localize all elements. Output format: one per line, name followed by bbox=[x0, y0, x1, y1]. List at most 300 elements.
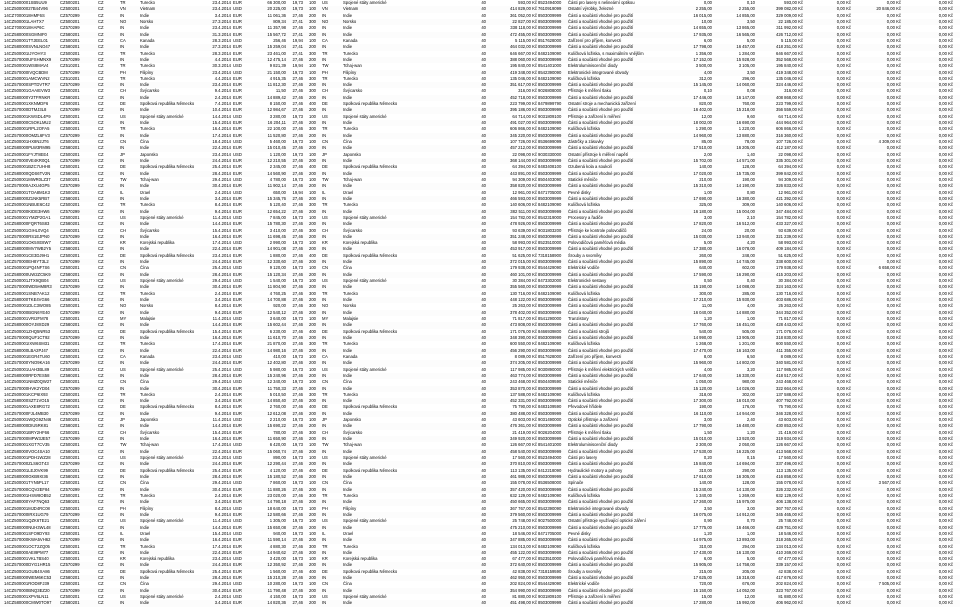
table-cell: Indie bbox=[140, 94, 150, 100]
table-cell: 200 bbox=[309, 347, 316, 353]
table-cell: CN bbox=[322, 379, 329, 385]
table-cell: 100 bbox=[309, 442, 316, 448]
table-cell: 24,00 bbox=[701, 227, 712, 233]
table-cell: 0,00 Kč bbox=[836, 12, 851, 18]
table-cell: 14CZ500001WQG9ZN46 bbox=[4, 417, 52, 423]
table-cell: 11.4.2014 bbox=[212, 518, 231, 524]
table-cell: Švýcarsko bbox=[140, 88, 160, 94]
table-cell: 200 bbox=[309, 511, 316, 517]
table-cell: 40 bbox=[481, 505, 486, 511]
table-cell: 200 bbox=[309, 372, 316, 378]
table-cell: IN bbox=[120, 94, 125, 100]
table-cell: Indie bbox=[140, 309, 150, 315]
table-cell: 11 061,36 bbox=[267, 12, 286, 18]
table-cell: 8523510000 bbox=[538, 240, 562, 246]
table-cell: 40 bbox=[481, 594, 486, 600]
table-cell: 416 858,00 Kč bbox=[775, 474, 803, 479]
table-cell: Kuličková ložiska bbox=[568, 341, 600, 347]
table-cell: CZ570299 bbox=[60, 309, 80, 315]
table-cell: Turecko bbox=[140, 75, 155, 81]
table-cell: 40 bbox=[481, 132, 486, 138]
table-cell: IN bbox=[322, 537, 327, 543]
table-cell: Norsko bbox=[140, 18, 154, 24]
table-cell: 443 891,00 Kč bbox=[509, 170, 537, 176]
table-cell: 475 210,00 Kč bbox=[509, 524, 537, 530]
table-cell: 16 075,00 bbox=[693, 511, 712, 517]
table-cell: 0,00 Kč bbox=[938, 176, 953, 182]
table-cell: Spojené státy americké bbox=[343, 278, 387, 284]
table-cell: 3 420,00 bbox=[269, 556, 286, 562]
table-cell: Indie bbox=[140, 271, 150, 277]
table-cell: 66 300,00 bbox=[267, 0, 286, 5]
table-cell: Indie bbox=[140, 398, 150, 404]
table-cell: 2 990,00 bbox=[269, 240, 286, 246]
table-cell: 294,00 bbox=[742, 543, 755, 549]
table-cell: KR bbox=[322, 556, 328, 562]
table-cell: 10 280,00 bbox=[267, 581, 286, 587]
table-cell: Turecko bbox=[140, 63, 155, 69]
table-cell: 16 040,00 bbox=[693, 309, 712, 315]
table-cell: 8 150,00 bbox=[269, 101, 286, 107]
table-cell: 12,00 bbox=[701, 113, 712, 119]
table-cell: 200 bbox=[309, 575, 316, 581]
table-cell: 30.4.2014 bbox=[212, 385, 231, 391]
table-cell: 24.4.2014 bbox=[212, 461, 231, 467]
table-cell: Korejská republika bbox=[140, 556, 175, 562]
table-cell: 1 540,00 bbox=[269, 278, 286, 284]
table-cell: 14 130,00 bbox=[736, 486, 755, 492]
table-cell: USD bbox=[233, 366, 242, 372]
table-cell: IN bbox=[120, 423, 125, 429]
table-cell: 100 bbox=[309, 214, 316, 220]
table-cell: 27,46 bbox=[292, 537, 303, 543]
table-cell: 410,00 bbox=[273, 353, 286, 359]
table-cell: 200 bbox=[309, 271, 316, 277]
table-cell: 8503009999 bbox=[538, 44, 562, 50]
table-cell: 11 812,30 bbox=[267, 82, 286, 88]
table-cell: 16 690,00 bbox=[736, 120, 755, 126]
table-cell: CZ bbox=[98, 44, 104, 50]
table-cell: IN bbox=[322, 511, 327, 517]
table-cell: Indie bbox=[343, 145, 353, 151]
table-cell: 12 961,00 Kč bbox=[512, 189, 537, 195]
table-cell: 43 603,00 Kč bbox=[778, 417, 803, 423]
table-cell: 351 617,00 Kč bbox=[509, 82, 537, 88]
table-cell: 0,00 Kč bbox=[836, 429, 851, 435]
table-cell: 0,00 Kč bbox=[836, 297, 851, 303]
table-cell: 0,00 Kč bbox=[886, 423, 901, 429]
table-cell: 1 050,00 bbox=[695, 379, 712, 385]
table-cell: 27,46 bbox=[292, 75, 303, 81]
table-cell: 0,20 bbox=[703, 455, 712, 461]
table-cell: 19,73 bbox=[292, 278, 303, 284]
table-cell: 403 686,00 Kč bbox=[775, 297, 803, 303]
table-cell: CZ bbox=[98, 594, 104, 600]
table-cell: 17 625,00 bbox=[693, 575, 712, 581]
table-cell: 8503009999 bbox=[538, 372, 562, 378]
table-cell: IN bbox=[120, 158, 125, 163]
table-cell: CZ bbox=[98, 25, 104, 31]
table-cell: CN bbox=[322, 581, 329, 587]
table-cell: 14CZ570000SPTDVTR7 bbox=[4, 82, 51, 88]
table-cell: IL bbox=[120, 189, 124, 195]
table-cell: EUR bbox=[233, 511, 242, 517]
table-cell: 452 718,00 Kč bbox=[509, 94, 537, 100]
table-cell: 418 251,00 Kč bbox=[775, 44, 803, 50]
table-cell: Japonsko bbox=[343, 417, 361, 423]
table-cell: 100 bbox=[309, 581, 316, 587]
table-cell: 14 940,62 bbox=[267, 549, 286, 555]
table-cell: 27,46 bbox=[292, 360, 303, 366]
table-cell: 0,00 Kč bbox=[886, 126, 901, 132]
table-cell: 16.4.2014 bbox=[212, 334, 231, 340]
table-cell: NO bbox=[120, 18, 127, 24]
table-cell: 40 bbox=[481, 139, 486, 145]
table-cell: CZ500201 bbox=[60, 353, 80, 359]
table-cell: CZ500201 bbox=[60, 50, 80, 56]
table-cell: 14 980,16 bbox=[267, 347, 286, 353]
table-cell: Optické přístroje a zařízení bbox=[568, 417, 619, 423]
table-cell: TW bbox=[120, 176, 127, 182]
table-cell: CZ bbox=[98, 524, 104, 530]
table-cell: US bbox=[322, 518, 328, 524]
table-cell: DE bbox=[120, 328, 126, 334]
table-cell: CZ bbox=[98, 145, 104, 151]
table-cell: 0,00 Kč bbox=[886, 50, 901, 56]
table-cell: IN bbox=[322, 56, 327, 62]
table-cell: Indie bbox=[343, 372, 353, 378]
table-cell: CZ500201 bbox=[60, 139, 80, 145]
table-cell: 27.3.2014 bbox=[212, 18, 231, 24]
table-cell: IN bbox=[322, 461, 327, 467]
table-cell: CZ bbox=[98, 176, 104, 182]
table-cell: 17.4.2014 bbox=[212, 341, 231, 347]
table-cell: TR bbox=[120, 543, 126, 549]
table-cell: 12 402,80 bbox=[267, 360, 286, 366]
table-cell: EUR bbox=[233, 568, 242, 574]
table-cell: 419 348,00 Kč bbox=[775, 69, 803, 75]
table-cell: CZ500201 bbox=[60, 18, 80, 24]
table-cell: DE bbox=[322, 252, 328, 258]
table-cell: 5 980,00 bbox=[269, 366, 286, 372]
table-cell: 85,00 bbox=[701, 139, 712, 145]
table-cell: 16 147,00 bbox=[736, 94, 755, 100]
table-cell: Filipíny bbox=[343, 505, 357, 511]
table-cell: Části a součásti vhodné pro použití bbox=[568, 107, 634, 113]
table-cell: 30.3.2014 bbox=[212, 63, 231, 69]
table-cell: 155 078,00 Kč bbox=[775, 480, 803, 486]
table-cell: 40 bbox=[481, 511, 486, 517]
table-cell: 5 460,00 bbox=[269, 139, 286, 145]
table-cell: Spojené státy americké bbox=[343, 366, 387, 372]
table-cell: IN bbox=[120, 436, 125, 442]
table-cell: 14CZ500001MWR0LZ37 bbox=[4, 176, 51, 182]
table-cell: 8523494000 bbox=[538, 0, 562, 5]
table-cell: 15 840,00 bbox=[693, 461, 712, 467]
table-cell: 8541401000 bbox=[538, 63, 562, 69]
table-cell: 25.4.2014 bbox=[212, 164, 231, 170]
table-cell: Turecko bbox=[140, 341, 155, 347]
table-cell: Spojené státy americké bbox=[343, 518, 387, 524]
table-cell: Turecko bbox=[140, 126, 155, 132]
table-cell: IN bbox=[322, 309, 327, 315]
table-cell: 466 593,00 Kč bbox=[509, 195, 537, 201]
table-cell: EUR bbox=[233, 259, 242, 265]
table-cell: 0,00 Kč bbox=[886, 568, 901, 574]
table-cell: TR bbox=[322, 50, 328, 56]
table-cell: Spolková republika Německo bbox=[343, 101, 398, 107]
table-cell: CZ570299 bbox=[60, 410, 80, 416]
table-cell: 100 bbox=[309, 265, 316, 271]
table-cell: 27,46 bbox=[292, 56, 303, 62]
table-cell: 40 bbox=[481, 499, 486, 505]
table-cell: 820,00 bbox=[699, 101, 712, 107]
table-cell: 15 890,00 bbox=[693, 259, 712, 265]
table-cell: 3 280,00 bbox=[269, 113, 286, 119]
table-cell: 0,00 Kč bbox=[836, 410, 851, 416]
table-cell: 406 138,00 Kč bbox=[775, 499, 803, 505]
table-cell: 8482109090 bbox=[538, 126, 562, 132]
table-cell: 17 790,00 bbox=[693, 423, 712, 429]
table-cell: 11 357,98 bbox=[267, 25, 286, 31]
table-cell: Indie bbox=[140, 347, 150, 353]
table-cell: USD bbox=[233, 379, 242, 385]
table-cell: 22.4.2014 bbox=[212, 549, 231, 555]
table-cell: 14CZ500001ROD8FJ39 bbox=[4, 581, 50, 587]
table-cell: 260,00 bbox=[699, 252, 712, 258]
table-cell: 399 842,00 Kč bbox=[775, 170, 803, 176]
table-cell: EUR bbox=[233, 385, 242, 391]
table-cell: Indie bbox=[140, 132, 150, 138]
table-cell: 25 263,00 Kč bbox=[778, 303, 803, 309]
table-cell: EUR bbox=[233, 25, 242, 31]
table-cell: 8503009999 bbox=[538, 271, 562, 277]
table-cell: 14 790,18 bbox=[267, 499, 286, 505]
table-cell: 0,00 Kč bbox=[836, 126, 851, 132]
table-cell: 419 348,00 Kč bbox=[509, 69, 537, 75]
table-cell: Části a součásti vhodné pro použití bbox=[568, 120, 634, 126]
table-cell: 40 bbox=[481, 562, 486, 568]
table-cell: 14CZ570000DYG1HR15 bbox=[4, 562, 51, 568]
table-cell: 16 457,00 bbox=[736, 44, 755, 50]
table-cell: USD bbox=[233, 214, 242, 220]
table-cell: 9.4.2014 bbox=[214, 208, 231, 214]
table-cell: USD bbox=[233, 69, 242, 75]
table-cell: 28.4.2014 bbox=[212, 474, 231, 479]
table-cell: Indie bbox=[140, 246, 150, 252]
table-cell: 14CZ580000AEI9PM77 bbox=[4, 549, 49, 555]
table-cell: 113 135,00 Kč bbox=[510, 467, 537, 473]
table-cell: 300 bbox=[309, 75, 316, 81]
table-cell: Indie bbox=[343, 398, 353, 404]
table-cell: Indie bbox=[343, 158, 353, 163]
table-cell: 355 560,00 Kč bbox=[509, 284, 537, 290]
table-cell: Indie bbox=[140, 145, 150, 151]
table-cell: JP bbox=[322, 417, 327, 423]
table-cell: CZ bbox=[98, 227, 104, 233]
table-cell: 15 735,00 bbox=[736, 170, 755, 176]
table-cell: 351 248,00 Kč bbox=[509, 233, 537, 239]
table-cell: 0,00 Kč bbox=[836, 63, 851, 69]
table-cell: 0,00 Kč bbox=[938, 556, 953, 562]
table-cell: 8503009999 bbox=[538, 524, 562, 530]
table-cell: 7.4.2014 bbox=[214, 101, 231, 107]
table-cell: CH bbox=[322, 227, 329, 233]
table-cell: 8503009999 bbox=[538, 587, 562, 593]
table-cell: EUR bbox=[233, 271, 242, 277]
table-cell: 8482109090 bbox=[538, 50, 562, 56]
table-cell: 12 984,67 bbox=[267, 107, 286, 113]
table-cell: 27,46 bbox=[292, 328, 303, 334]
table-cell: Indie bbox=[343, 233, 353, 239]
table-cell: IN bbox=[120, 410, 125, 416]
table-cell: 14 052,00 bbox=[736, 587, 755, 593]
table-cell: 0,00 Kč bbox=[836, 448, 851, 454]
table-cell: 646 667,00 Kč bbox=[775, 50, 803, 56]
table-cell: Statické měniče bbox=[568, 176, 598, 182]
table-cell: 0,00 Kč bbox=[836, 530, 851, 536]
table-cell: CN bbox=[322, 139, 329, 145]
table-cell: 600 550,00 Kč bbox=[775, 341, 803, 347]
table-cell: 5,00 bbox=[703, 240, 712, 246]
table-cell: Části a součásti strojů bbox=[568, 328, 609, 334]
table-cell: 16 565,00 bbox=[736, 31, 755, 37]
table-cell: 0,00 Kč bbox=[886, 290, 901, 296]
table-cell: 400 bbox=[309, 164, 316, 170]
table-cell: 15 702,00 bbox=[693, 158, 712, 163]
table-cell: 24.4.2014 bbox=[212, 562, 231, 568]
table-cell: 200 bbox=[309, 410, 316, 416]
table-cell: 464 032,00 Kč bbox=[509, 44, 537, 50]
table-cell: 0,00 Kč bbox=[836, 366, 851, 372]
table-cell: 16 330,00 bbox=[736, 372, 755, 378]
table-cell: IN bbox=[322, 423, 327, 429]
table-cell: 8471705000 bbox=[538, 530, 562, 536]
table-cell: 0,00 Kč bbox=[836, 132, 851, 138]
table-cell: 14CZ500001VRI2FM78 bbox=[4, 316, 49, 321]
table-cell: 940,00 bbox=[273, 530, 286, 536]
table-cell: 14CZ7000018HMF6S bbox=[4, 12, 45, 18]
table-cell: 0,00 Kč bbox=[938, 240, 953, 246]
table-cell: 0,00 Kč bbox=[886, 372, 901, 378]
table-cell: 0,00 Kč bbox=[938, 25, 953, 31]
table-cell: 9031803200 bbox=[538, 227, 562, 233]
table-cell: CZ bbox=[98, 347, 104, 353]
table-cell: 17.4.2014 bbox=[212, 442, 231, 448]
table-cell: 14CZ580000CMW0TO97 bbox=[4, 600, 52, 606]
table-cell: 51 625,00 Kč bbox=[778, 252, 803, 258]
table-cell: 16 466,00 bbox=[736, 524, 755, 530]
table-cell: 0,00 Kč bbox=[836, 499, 851, 505]
table-cell: 22.4.2014 bbox=[212, 347, 231, 353]
table-cell: 472 455,00 Kč bbox=[509, 31, 537, 37]
table-cell: 0,00 Kč bbox=[836, 158, 851, 163]
table-cell: CZ570299 bbox=[60, 107, 80, 113]
table-cell: 8503009999 bbox=[538, 132, 562, 138]
table-cell: Přístroje a zařízení k měření bbox=[568, 113, 621, 119]
table-cell: Indie bbox=[343, 537, 353, 543]
table-cell: EUR bbox=[233, 233, 242, 239]
table-cell: 602,00 bbox=[742, 265, 755, 271]
table-cell: CN bbox=[120, 139, 127, 145]
table-cell: 179 938,00 Kč bbox=[775, 265, 803, 271]
table-cell: 6,50 bbox=[746, 353, 755, 359]
table-cell: Části a součásti vhodné pro použití bbox=[568, 132, 634, 138]
table-cell: CZ510201 bbox=[60, 63, 80, 69]
table-cell: Čína bbox=[140, 139, 149, 145]
table-cell: Indie bbox=[140, 107, 150, 113]
table-cell: IN bbox=[322, 183, 327, 189]
table-cell: CZ580201 bbox=[60, 322, 80, 328]
table-cell: IN bbox=[120, 372, 125, 378]
table-cell: CZ570299 bbox=[60, 436, 80, 442]
table-cell: 0,40 bbox=[746, 278, 755, 284]
table-cell: IN bbox=[322, 347, 327, 353]
table-cell: CZ500201 bbox=[60, 429, 80, 435]
table-cell: 11,00 bbox=[701, 303, 712, 309]
table-cell: CZ570299 bbox=[60, 259, 80, 265]
table-cell: 200 bbox=[309, 360, 316, 366]
table-cell: CZ570299 bbox=[60, 12, 80, 18]
table-cell: CZ500201 bbox=[60, 366, 80, 372]
table-cell: CH bbox=[120, 88, 127, 94]
table-cell: 0,00 Kč bbox=[886, 170, 901, 176]
table-cell: 3,50 bbox=[746, 69, 755, 75]
table-cell: Tchaj-wan bbox=[343, 63, 362, 69]
table-cell: IN bbox=[120, 537, 125, 543]
table-cell: 14CZ50000027B44V96 bbox=[4, 6, 48, 12]
table-cell: 40 bbox=[481, 158, 486, 163]
table-cell: 27,46 bbox=[292, 467, 303, 473]
table-cell: 40 bbox=[481, 297, 486, 303]
table-cell: 15 930,00 bbox=[736, 297, 755, 303]
table-cell: Indie bbox=[140, 524, 150, 530]
table-cell: 27,46 bbox=[292, 252, 303, 258]
table-cell: 27,46 bbox=[292, 499, 303, 505]
table-cell: Indie bbox=[343, 436, 353, 442]
table-cell: Kanada bbox=[140, 353, 155, 359]
table-cell: 17 260,00 bbox=[693, 499, 712, 505]
table-cell: 0,00 Kč bbox=[886, 467, 901, 473]
table-cell: 325,00 bbox=[699, 202, 712, 208]
table-cell: 200 bbox=[309, 94, 316, 100]
table-cell: 0,00 Kč bbox=[886, 56, 901, 62]
table-cell: 0,00 Kč bbox=[836, 316, 851, 321]
table-cell: 890,00 bbox=[273, 455, 286, 461]
table-cell: Části a součásti vhodné pro použití bbox=[568, 486, 634, 492]
table-cell: 27,46 bbox=[292, 461, 303, 467]
table-cell: IN bbox=[322, 82, 327, 88]
table-cell: EUR bbox=[233, 126, 242, 132]
table-cell: 200 bbox=[309, 284, 316, 290]
table-cell: 322 664,00 Kč bbox=[775, 385, 803, 391]
table-cell: Indie bbox=[343, 297, 353, 303]
table-cell: 0,00 Kč bbox=[836, 436, 851, 442]
table-cell: 2.4.2014 bbox=[214, 594, 231, 600]
table-cell: CZ500201 bbox=[60, 227, 80, 233]
table-cell: 40 bbox=[481, 492, 486, 498]
table-cell: 2,10 bbox=[746, 214, 755, 220]
table-cell: Izrael bbox=[343, 189, 354, 195]
table-cell: 14CZ500001NMZ0QW27 bbox=[4, 379, 52, 385]
table-cell: CZ500201 bbox=[60, 88, 80, 94]
table-cell: EUR bbox=[233, 107, 242, 113]
table-cell: EUR bbox=[233, 341, 242, 347]
table-cell: 0,00 Kč bbox=[836, 284, 851, 290]
table-cell: EUR bbox=[233, 195, 242, 201]
table-cell: TR bbox=[120, 126, 126, 132]
table-cell: 0,00 Kč bbox=[938, 309, 953, 315]
